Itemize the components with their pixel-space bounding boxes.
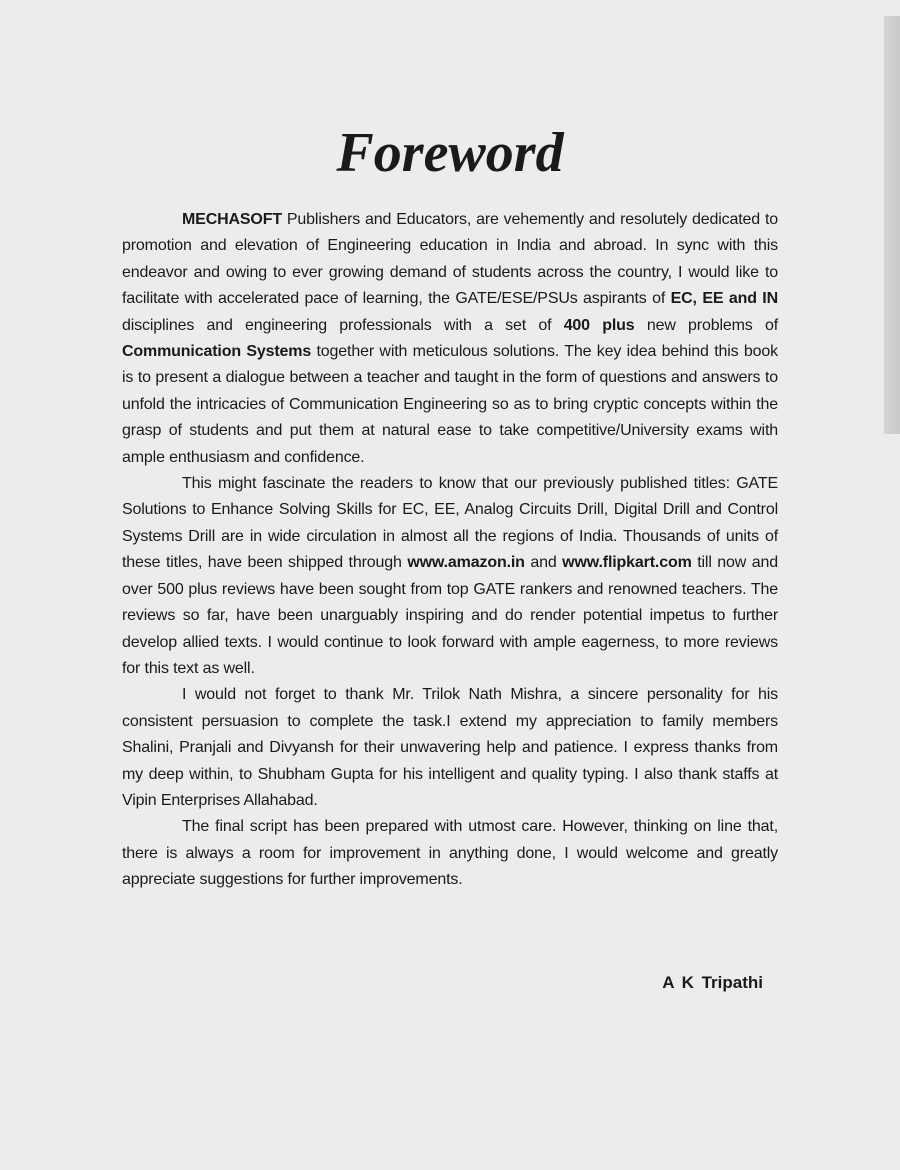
subject-name: Communication Systems	[122, 343, 312, 361]
text-segment: disciplines and engineering professionals with a set of	[122, 316, 564, 334]
text-segment: Publishers and Educators, are vehemently and resolutely dedicated to promotion and elevation of Engineering education in India and abroad. In sync with this endeavor and owing to ever growing demand of students across the country, I would like to facilitate with accelerated pace of learning, the GATE/ESE/PSUs aspirants of	[122, 211, 778, 308]
text-segment: new problems of	[634, 316, 778, 334]
text-segment: The final script has been prepared with utmost care. However, thinking on line that, there is always a room for improvement in anything done, I would welcome and greatly appreciate suggestions for further improvements.	[122, 818, 778, 889]
flipkart-url: www.flipkart.com	[562, 554, 692, 572]
text-segment: I would not forget to thank Mr. Trilok Nath Mishra, a sincere personality for his consistent persuasion to complete the task.I extend my appreciation to family members Shalini, Pranjali and Divyansh for their unwavering help and patience. I express thanks from my deep within, to Shubham Gupta for his intelligent and quality typing. I also thank staffs at Vipin Enterprises Allahabad.	[122, 686, 778, 809]
amazon-url: www.amazon.in	[407, 554, 525, 572]
text-segment: till now and over 500 plus reviews have been sought from top GATE rankers and renowned teachers. The reviews so far, have been unarguably inspiring and do render potential impetus to further develop allied texts. I would continue to look forward with ample eagerness, to more reviews for this text as well.	[122, 554, 778, 677]
problem-count: 400 plus	[563, 316, 635, 334]
publisher-name: MECHASOFT	[182, 211, 282, 228]
paragraph-3	[122, 682, 778, 814]
foreword-body	[122, 207, 778, 894]
disciplines: EC, EE and IN	[670, 290, 778, 308]
paragraph-1	[122, 207, 778, 471]
text-segment: and	[524, 554, 563, 572]
author-signature: A K Tripathi	[662, 973, 763, 992]
page-edge-shadow	[884, 16, 900, 434]
page-title: Foreword	[336, 122, 564, 184]
paragraph-2	[122, 471, 778, 682]
text-segment: This might fascinate the readers to know that our previously published titles: GATE Solutions to Enhance Solving Skills for EC, EE, Analog Circuits Drill, Digital Drill and Control Systems Drill are in wide circulation in almost all the regions of India. Thousands of units of these titles, have been shipped through	[122, 475, 778, 572]
text-segment: together with meticulous solutions. The key idea behind this book is to present a dialogue between a teacher and taught in the form of questions and answers to unfold the intricacies of Communication Engineering so as to bring cryptic concepts within the grasp of students and put them at natural ease to take competitive/University exams with ample enthusiasm and confidence.	[122, 343, 778, 466]
paragraph-4	[122, 814, 778, 893]
